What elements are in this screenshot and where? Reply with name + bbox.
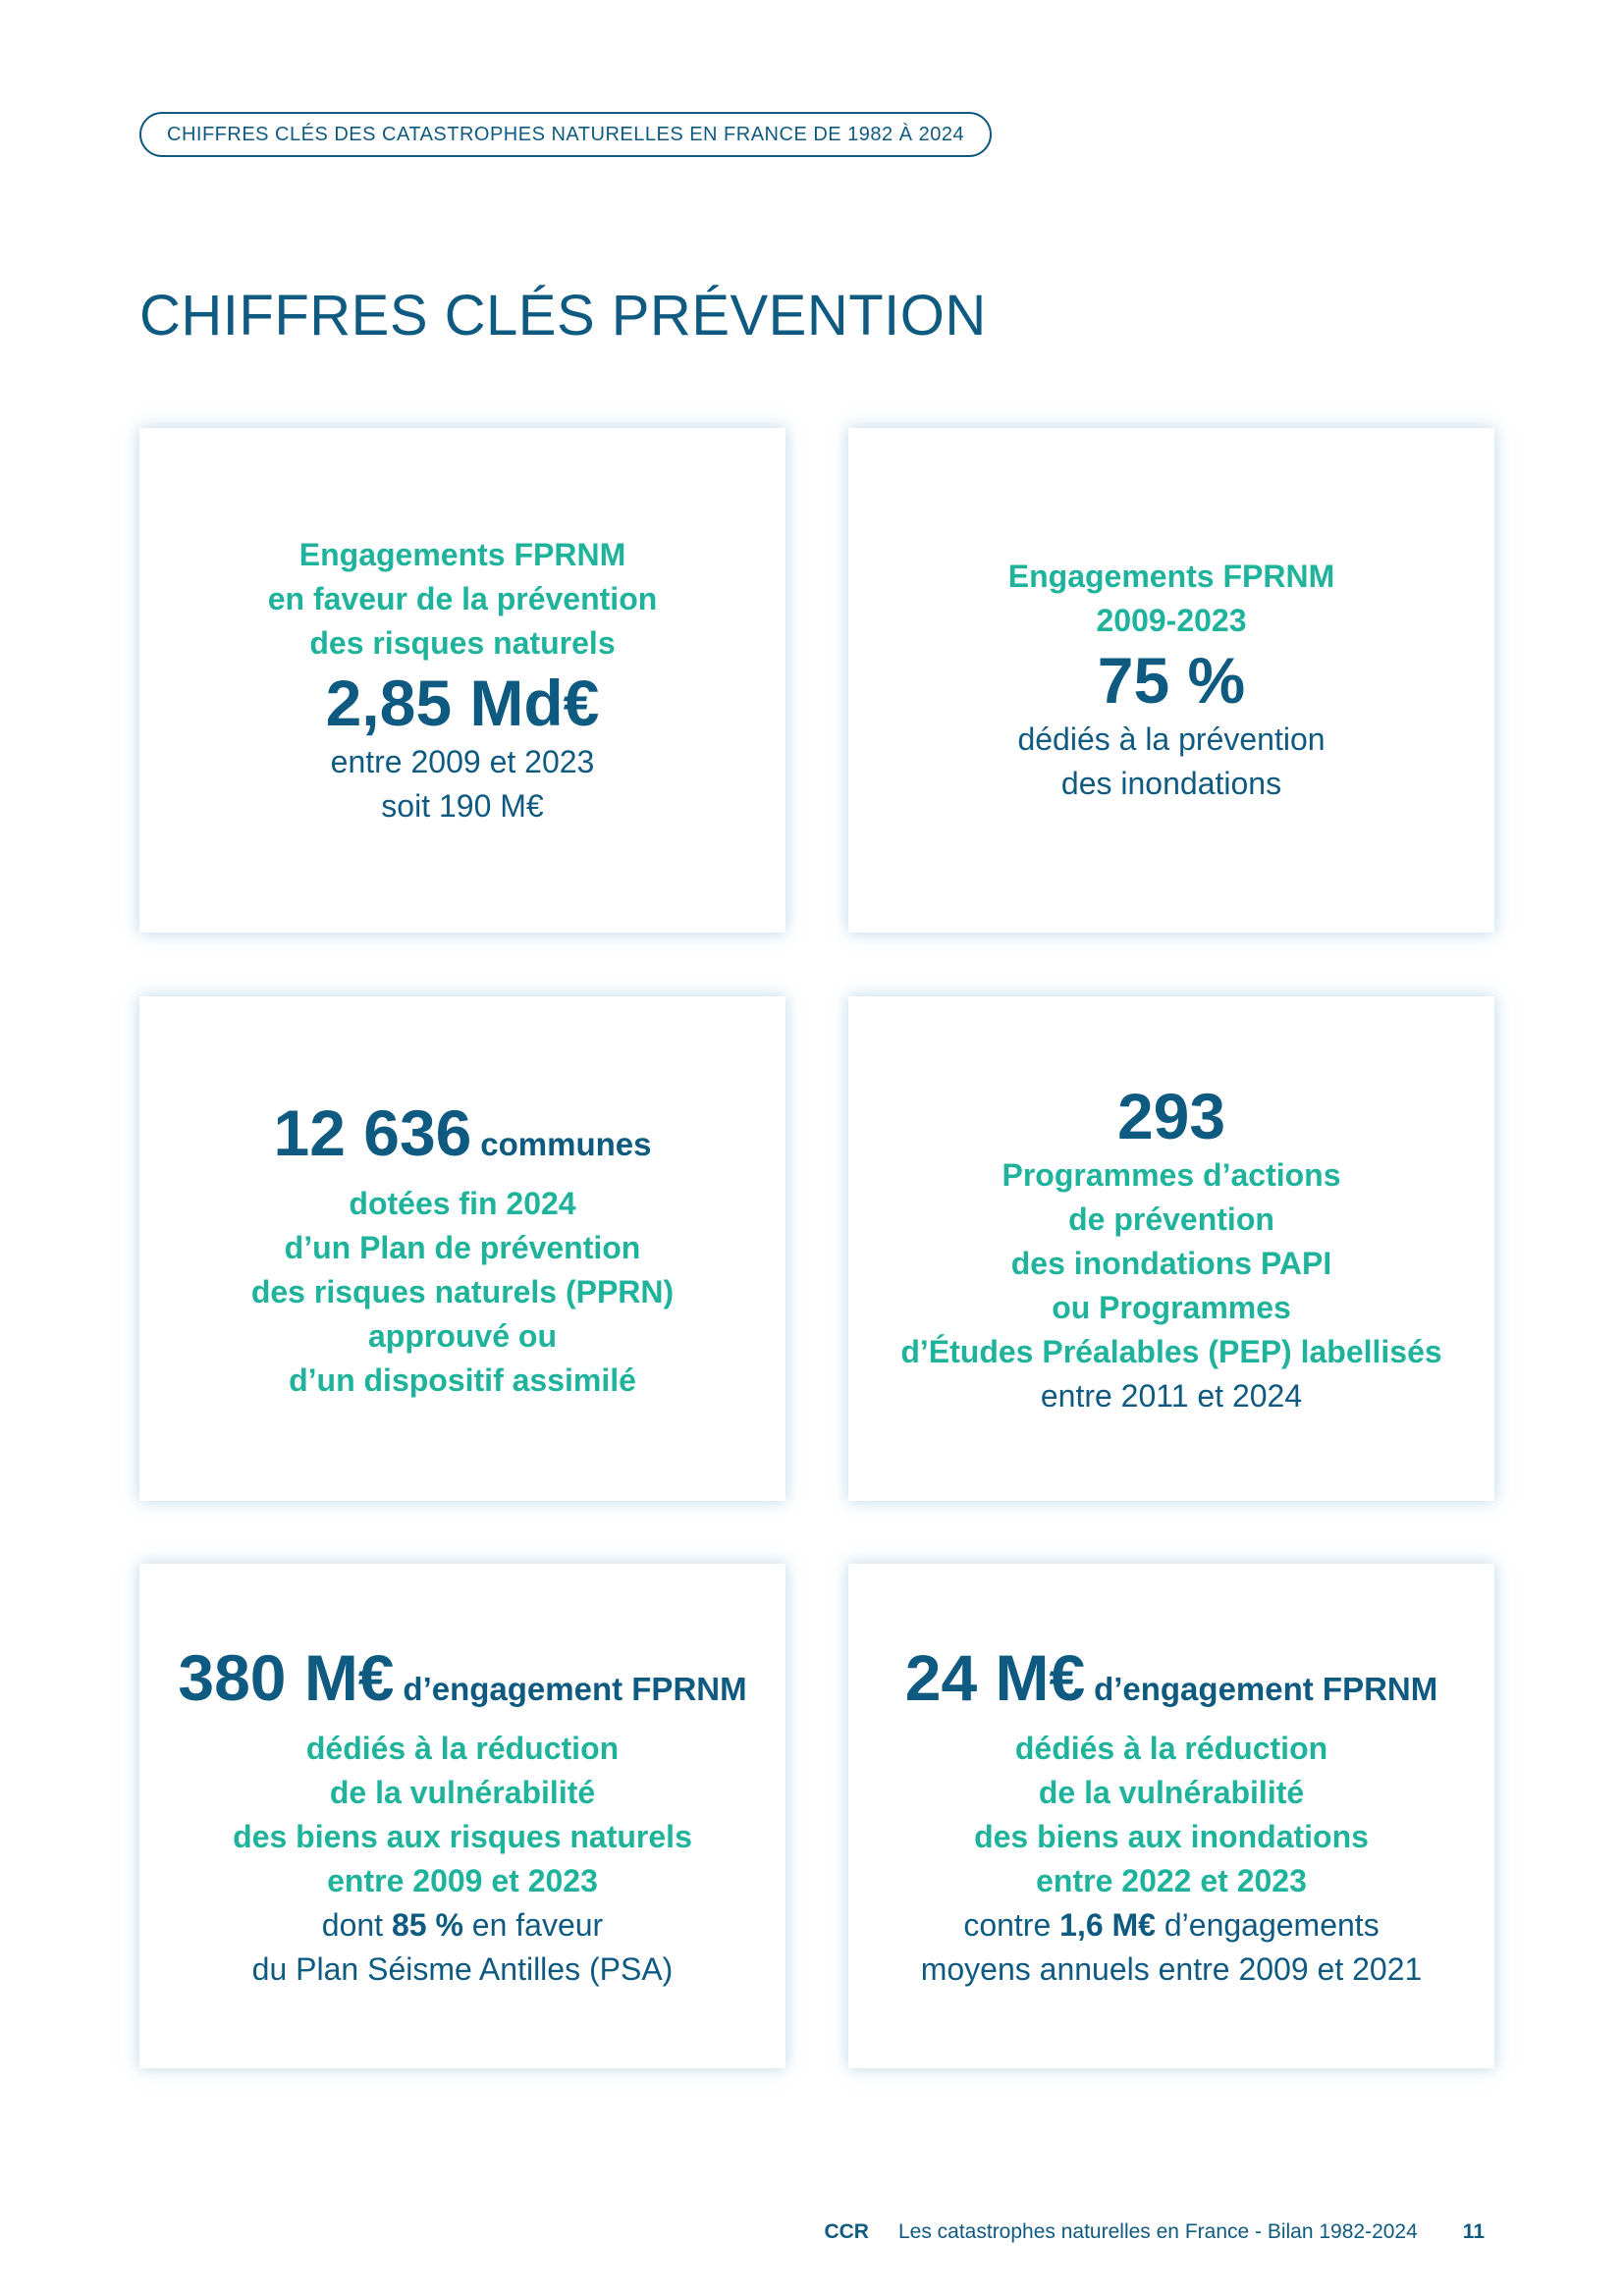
key-figure-card-papi-programs bbox=[848, 996, 1494, 1501]
key-figure-value: 2,85 Md€ bbox=[325, 666, 600, 739]
card-outro-line: dédiés à la prévention bbox=[1017, 721, 1326, 757]
page-number: 11 bbox=[1462, 2220, 1485, 2243]
card-period-line: entre 2011 et 2024 bbox=[1040, 1378, 1303, 1414]
key-figure-row bbox=[905, 1640, 1438, 1727]
card-outro-line: entre 2009 et 2023 bbox=[330, 743, 595, 779]
card-note-line: moyens annuels entre 2009 et 2021 bbox=[920, 1951, 1423, 1987]
page-title: CHIFFRES CLÉS PRÉVENTION bbox=[139, 284, 987, 347]
card-note-line: dont 85 % en faveur bbox=[321, 1907, 604, 1943]
card-intro-line: 2009-2023 bbox=[1096, 603, 1247, 638]
key-figure-unit: d’engagement FPRNM bbox=[403, 1671, 747, 1707]
card-detail-line: ou Programmes bbox=[1052, 1290, 1291, 1325]
card-detail-line: entre 2009 et 2023 bbox=[327, 1863, 598, 1898]
key-figure-value: 24 M€ bbox=[904, 1641, 1086, 1714]
card-intro-line: Engagements FPRNM bbox=[298, 536, 626, 572]
card-intro-line: Engagements FPRNM bbox=[1007, 559, 1335, 594]
key-figure-value: 12 636 bbox=[273, 1095, 472, 1169]
key-figure-row bbox=[274, 1095, 652, 1182]
card-detail-line: des biens aux inondations bbox=[974, 1819, 1369, 1854]
card-detail-line: de la vulnérabilité bbox=[329, 1775, 596, 1810]
key-figure-card-pprn-communes bbox=[139, 996, 785, 1501]
key-figure-card-fprnm-engagements bbox=[139, 428, 785, 933]
card-detail-line: des risques naturels (PPRN) bbox=[250, 1273, 675, 1309]
card-detail-line: dotées fin 2024 bbox=[349, 1185, 576, 1221]
key-figure-card-vulnerability-natural-risks bbox=[139, 1564, 785, 2068]
card-outro-line: soit 190 M€ bbox=[381, 787, 544, 824]
card-note-line: du Plan Séisme Antilles (PSA) bbox=[251, 1951, 674, 1987]
card-detail-line: des biens aux risques naturels bbox=[233, 1819, 692, 1854]
card-detail-line: d’un dispositif assimilé bbox=[289, 1362, 636, 1398]
card-detail-line: entre 2022 et 2023 bbox=[1036, 1863, 1307, 1898]
card-detail-line: de la vulnérabilité bbox=[1038, 1775, 1305, 1810]
running-header-text: CHIFFRES CLÉS DES CATASTROPHES NATURELLES EN FRANCE DE 1982 À 2024 bbox=[167, 123, 965, 145]
page-footer bbox=[824, 2220, 1485, 2244]
running-header bbox=[139, 112, 992, 157]
card-detail-line: d’un Plan de prévention bbox=[284, 1229, 641, 1265]
card-detail-line: d’Études Préalables (PEP) labellisés bbox=[900, 1334, 1442, 1369]
note-highlight: 1,6 M€ bbox=[1059, 1907, 1156, 1943]
key-figure-unit: d’engagement FPRNM bbox=[1094, 1671, 1438, 1707]
key-figure-value: 380 M€ bbox=[178, 1641, 395, 1714]
card-outro-line: des inondations bbox=[1060, 766, 1282, 801]
footer-publication-title: Les catastrophes naturelles en France - Bilan 1982-2024 bbox=[897, 2220, 1418, 2243]
key-figure-row bbox=[178, 1640, 746, 1727]
key-figure-card-vulnerability-floods bbox=[848, 1564, 1494, 2068]
key-figure-value: 75 % bbox=[1097, 644, 1246, 717]
card-detail-line: dédiés à la réduction bbox=[305, 1731, 620, 1766]
card-detail-line: approuvé ou bbox=[367, 1317, 557, 1354]
key-figure-card-flood-share bbox=[848, 428, 1494, 933]
card-note-line: contre 1,6 M€ d’engagements bbox=[963, 1907, 1380, 1943]
card-detail-line: des inondations PAPI bbox=[1010, 1246, 1332, 1281]
card-intro-line: des risques naturels bbox=[309, 624, 616, 661]
key-figure-unit: communes bbox=[480, 1125, 652, 1162]
footer-brand: CCR bbox=[824, 2220, 869, 2243]
key-figure-value: 293 bbox=[1116, 1080, 1226, 1152]
note-highlight: 85 % bbox=[391, 1907, 463, 1943]
card-detail-line: Programmes d’actions bbox=[1001, 1157, 1341, 1193]
card-detail-line: dédiés à la réduction bbox=[1014, 1731, 1328, 1766]
card-intro-line: en faveur de la prévention bbox=[267, 580, 658, 616]
card-detail-line: de prévention bbox=[1068, 1201, 1274, 1237]
